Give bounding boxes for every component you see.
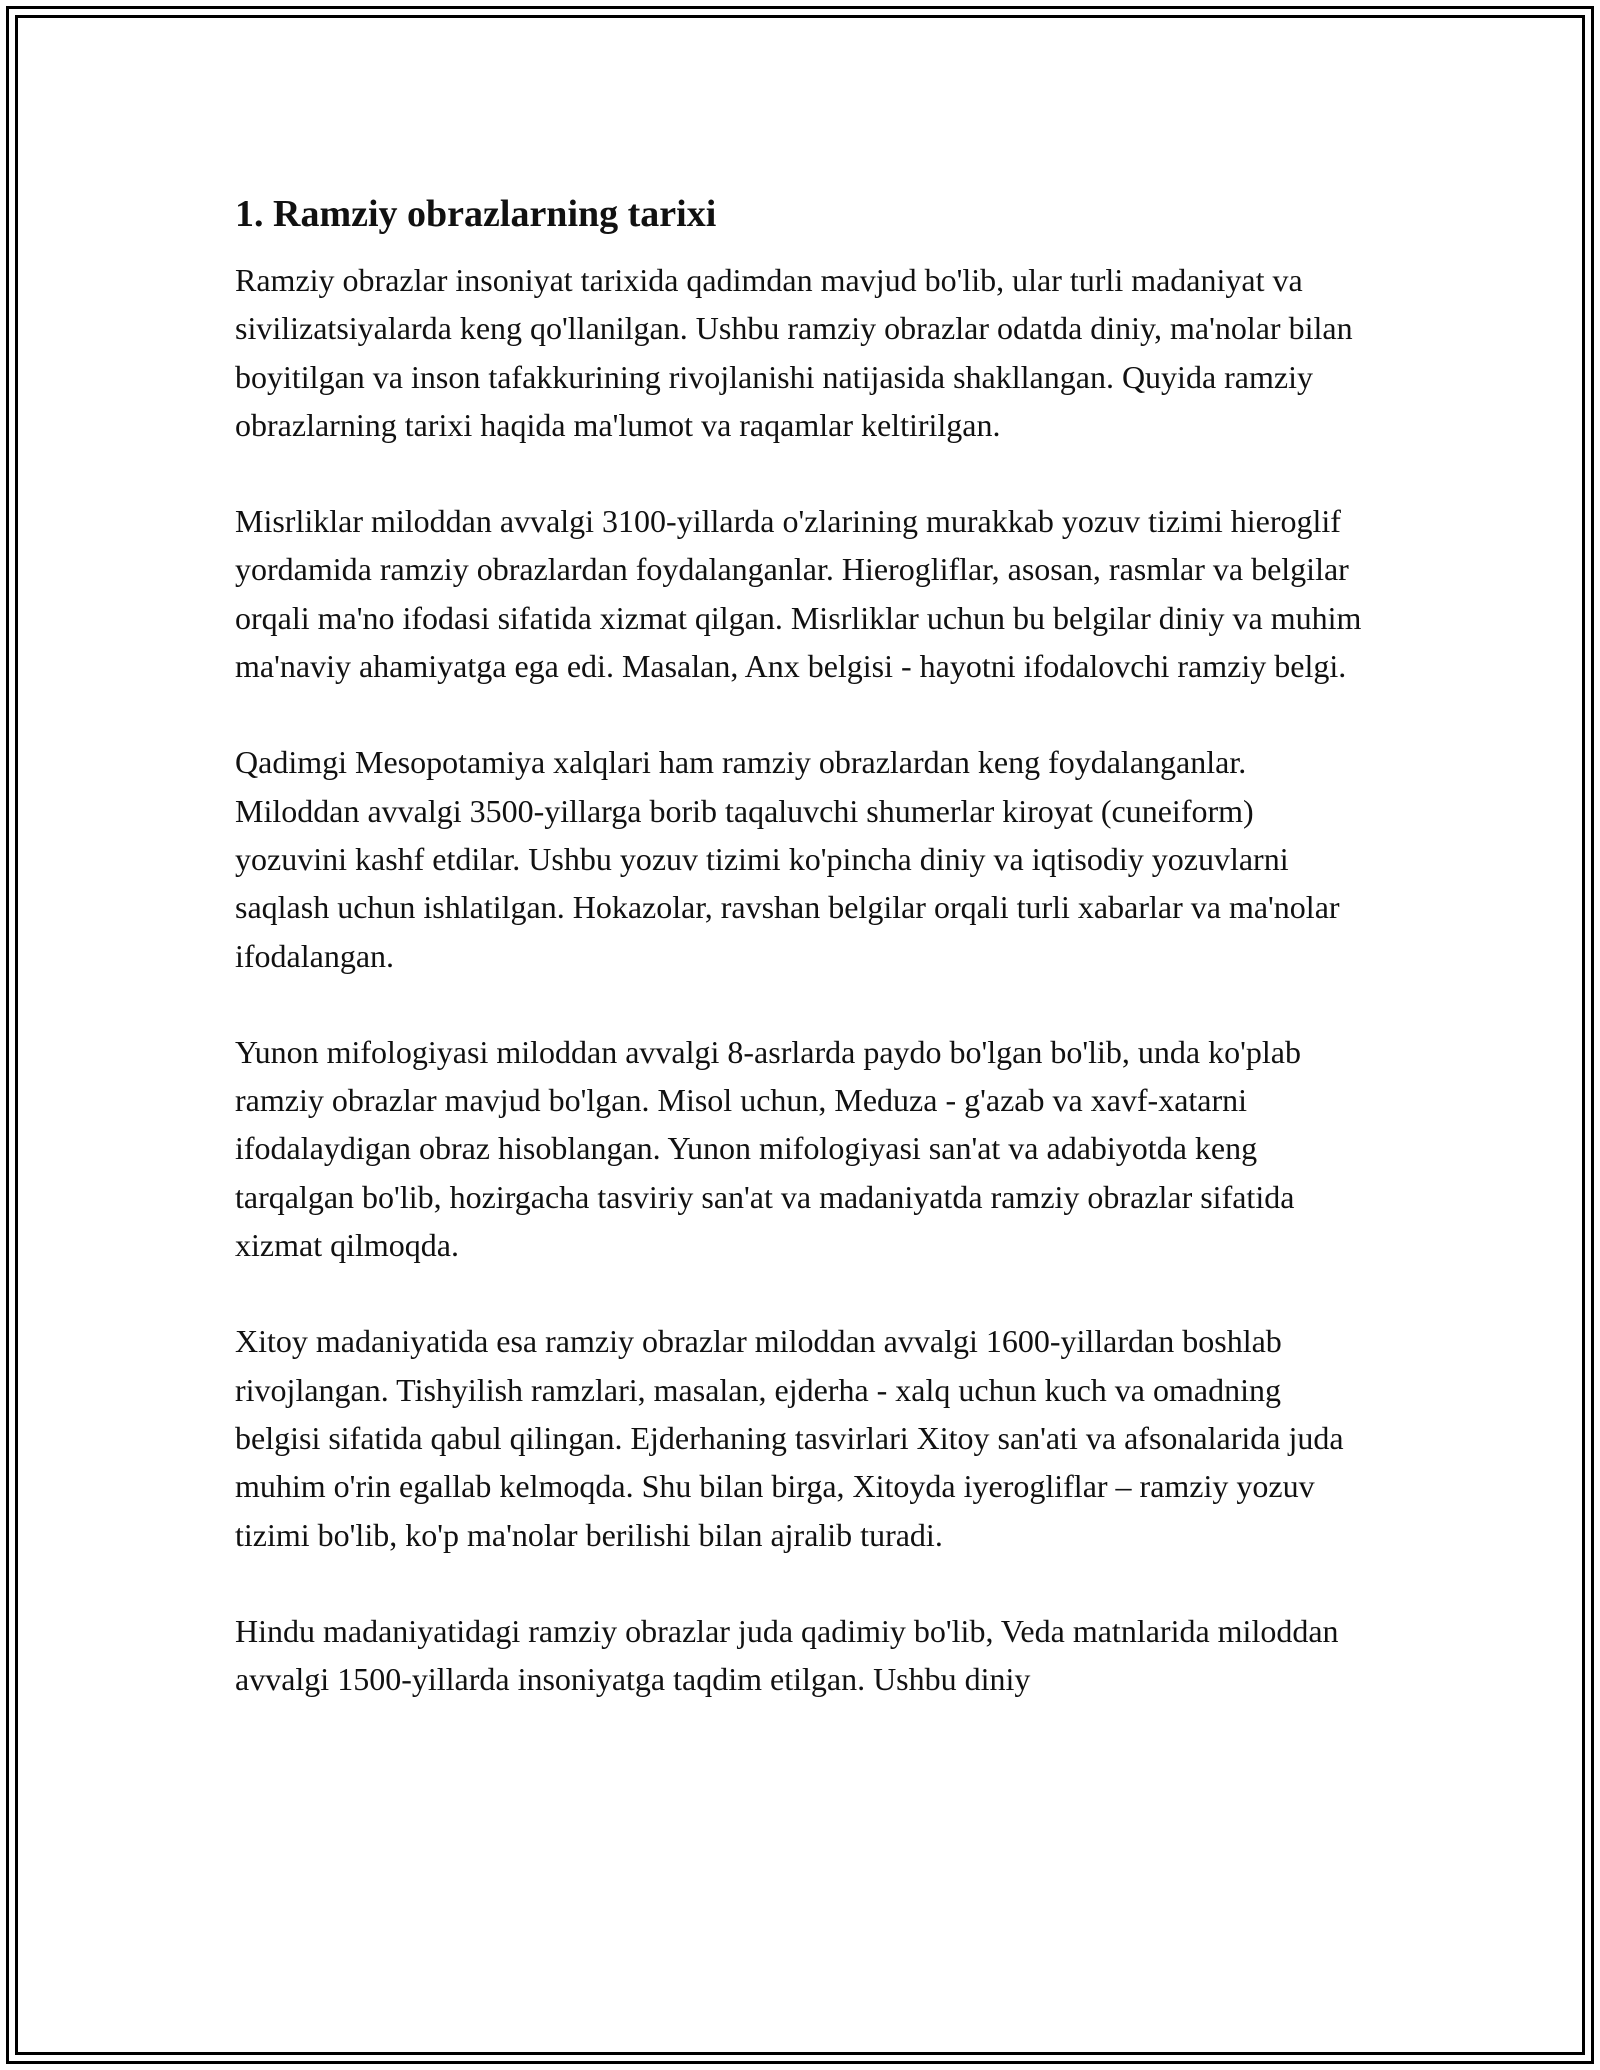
paragraph-intro: Ramziy obrazlar insoniyat tarixida qadimdan mavjud bo'lib, ular turli madaniyat va sivilizatsiyalarda keng qo'llanilgan. Ushbu ramziy obrazlar odatda diniy, ma'nolar bilan boyitilgan va inson tafakkurining rivojlanishi natijasida shakllangan. Quyida ramziy obrazlarning tarixi haqida ma'lumot va raqamlar keltirilgan. xyxy=(235,262,1353,443)
paragraph-egypt: Misrliklar miloddan avvalgi 3100-yillarda o'zlarining murakkab yozuv tizimi hieroglif yordamida ramziy obrazlardan foydalanganlar. Hierogliflar, asosan, rasmlar va belgilar orqali ma'no ifodasi sifatida xizmat qilgan. Misrliklar uchun bu belgilar diniy va muhim ma'naviy ahamiyatga ega edi. Masalan, Anx belgisi - hayotni ifodalovchi ramziy belgi. xyxy=(235,503,1362,685)
paragraph-mesopotamia: Qadimgi Mesopotamiya xalqlari ham ramziy obrazlardan keng foydalanganlar. Miloddan avvalgi 3500-yillarga borib taqaluvchi shumerlar kiroyat (cuneiform) yozuvini kashf etdilar. Ushbu yozuv tizimi ko'pincha diniy va iqtisodiy yozuvlarni saqlash uchun ishlatilgan. Hokazolar, ravshan belgilar orqali turli xabarlar va ma'nolar ifodalangan. xyxy=(235,744,1340,974)
paragraph-hindu: Hindu madaniyatidagi ramziy obrazlar juda qadimiy bo'lib, Veda matnlarida miloddan avvalgi 1500-yillarda insoniyatga taqdim etilgan. Ushbu diniy xyxy=(235,1612,1339,1698)
document-body xyxy=(235,186,1365,1751)
paragraph-china: Xitoy madaniyatida esa ramziy obrazlar miloddan avvalgi 1600-yillardan boshlab rivojlangan. Tishyilish ramzlari, masalan, ejderha - xalq uchun kuch va omadning belgisi sifatida qabul qilingan. Ejderhaning tasvirlari Xitoy san'ati va afsonalarida juda muhim o'rin egallab kelmoqda. Shu bilan birga, Xitoyda iyerogliflar – ramziy yozuv tizimi bo'lib, ko'p ma'nolar berilishi bilan ajralib turadi. xyxy=(235,1323,1344,1553)
section-heading: 1. Ramziy obrazlarning tarixi xyxy=(235,193,717,235)
paragraph-greek: Yunon mifologiyasi miloddan avvalgi 8-asrlarda paydo bo'lgan bo'lib, unda ko'plab ramziy obrazlar mavjud bo'lgan. Misol uchun, Meduza - g'azab va xavf-xatarni ifodalaydigan obraz hisoblangan. Yunon mifologiyasi san'at va adabiyotda keng tarqalgan bo'lib, hozirgacha tasviriy san'at va madaniyatda ramziy obrazlar sifatida xizmat qilmoqda. xyxy=(235,1033,1301,1264)
